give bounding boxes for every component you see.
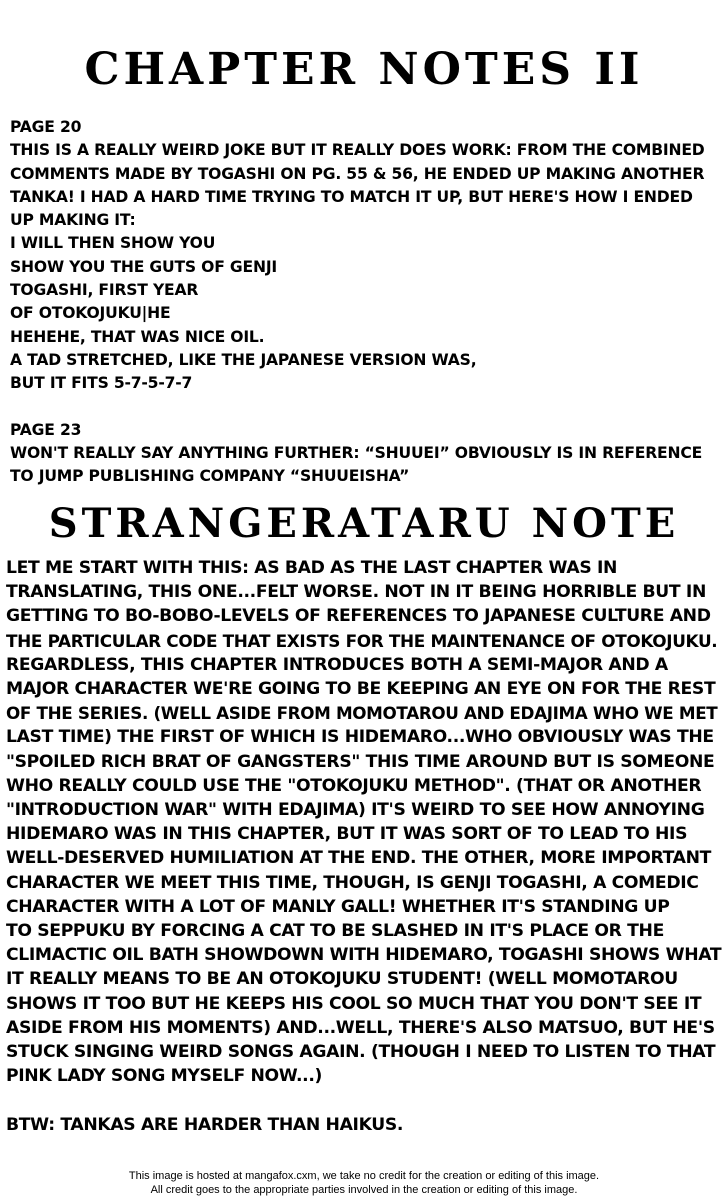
strangerataru-note-line: WHO REALLY COULD USE THE "OTOKOJUKU METHOD". (THAT OR ANOTHER <box>6 775 702 796</box>
strangerataru-note-line: TRANSLATING, THIS ONE...FELT WORSE. NOT IN IT BEING HORRIBLE BUT IN <box>6 582 707 603</box>
strangerataru-note-line: WELL-DESERVED HUMILIATION AT THE END. THE OTHER, MORE IMPORTANT <box>6 848 712 869</box>
strangerataru-note-line: STUCK SINGING WEIRD SONGS AGAIN. (THOUGH I NEED TO LISTEN TO THAT <box>6 1042 716 1063</box>
chapter-notes-line: I WILL THEN SHOW YOU <box>10 234 216 253</box>
chapter-notes-line: UP MAKING IT: <box>10 211 136 230</box>
chapter-notes-body <box>10 116 720 489</box>
strangerataru-note-line: "SPOILED RICH BRAT OF GANGSTERS" THIS TIME AROUND BUT IS SOMEONE <box>6 751 715 772</box>
strangerataru-note-line: "INTRODUCTION WAR" WITH EDAJIMA) IT'S WEIRD TO SEE HOW ANNOYING <box>6 800 705 821</box>
chapter-notes-line: COMMENTS MADE BY TOGASHI ON PG. 55 & 56, HE ENDED UP MAKING ANOTHER <box>10 164 705 183</box>
paragraph-gap <box>6 1088 722 1112</box>
strangerataru-note-line: GETTING TO BO-BOBO-LEVELS OF REFERENCES TO JAPANESE CULTURE AND <box>6 606 711 627</box>
chapter-notes-line: PAGE 20 <box>10 118 82 136</box>
strangerataru-note-line: HIDEMARO WAS IN THIS CHAPTER, BUT IT WAS SORT OF TO LEAD TO HIS <box>6 824 688 845</box>
strangerataru-note-line: ASIDE FROM HIS MOMENTS) AND...WELL, THERE'S ALSO MATSUO, BUT HE'S <box>6 1017 715 1038</box>
strangerataru-note-line: LET ME START WITH THIS: AS BAD AS THE LAST CHAPTER WAS IN <box>6 558 618 578</box>
strangerataru-note-line: OF THE SERIES. (WELL ASIDE FROM MOMOTAROU AND EDAJIMA WHO WE MET <box>6 703 718 724</box>
strangerataru-note-line: THE PARTICULAR CODE THAT EXISTS FOR THE MAINTENANCE OF OTOKOJUKU. <box>6 630 718 651</box>
strangerataru-note-line: LAST TIME) THE FIRST OF WHICH IS HIDEMARO...WHO OBVIOUSLY WAS THE <box>6 727 714 748</box>
strangerataru-note-line: MAJOR CHARACTER WE'RE GOING TO BE KEEPING AN EYE ON FOR THE REST <box>6 679 716 700</box>
attribution-credit-line: All credit goes to the appropriate parties involved in the creation or editing of this image. <box>150 1184 578 1196</box>
chapter-notes-line: PAGE 23 <box>10 420 82 439</box>
strangerataru-note-line: REGARDLESS, THIS CHAPTER INTRODUCES BOTH A SEMI-MAJOR AND A <box>6 654 668 675</box>
strangerataru-note-line: TO SEPPUKU BY FORCING A CAT TO BE SLASHED IN IT'S PLACE OR THE <box>6 921 664 942</box>
paragraph-gap <box>10 396 720 419</box>
chapter-notes-line: TANKA! I HAD A HARD TIME TRYING TO MATCH IT UP, BUT HERE'S HOW I ENDED <box>10 187 693 206</box>
strangerataru-note-line: SHOWS IT TOO BUT HE KEEPS HIS COOL SO MUCH THAT YOU DON'T SEE IT <box>6 993 702 1014</box>
chapter-notes-line: HEHEHE, THAT WAS NICE OIL. <box>10 327 265 346</box>
chapter-notes-heading: CHAPTER NOTES II <box>84 44 644 95</box>
chapter-notes-line: THIS IS A REALLY WEIRD JOKE BUT IT REALLY DOES WORK: FROM THE COMBINED <box>10 141 705 160</box>
chapter-notes-line: A TAD STRETCHED, LIKE THE JAPANESE VERSION WAS, <box>10 350 477 369</box>
strangerataru-note-line: PINK LADY SONG MYSELF NOW...) <box>6 1066 323 1087</box>
hosting-credit-line: This image is hosted at mangafox.cxm, we take no credit for the creation or editing of this image. <box>128 1170 600 1182</box>
chapter-notes-line: OF OTOKOJUKU|HE <box>10 304 171 323</box>
strangerataru-note-line: CLIMACTIC OIL BATH SHOWDOWN WITH HIDEMARO, TOGASHI SHOWS WHAT <box>6 945 722 966</box>
strangerataru-note-line: IT REALLY MEANS TO BE AN OTOKOJUKU STUDENT! (WELL MOMOTAROU <box>6 969 678 990</box>
strangerataru-note-line: BTW: TANKAS ARE HARDER THAN HAIKUS. <box>6 1114 404 1135</box>
chapter-notes-line: BUT IT FITS 5-7-5-7-7 <box>10 374 193 393</box>
chapter-notes-line: TOGASHI, FIRST YEAR <box>10 281 199 300</box>
chapter-notes-line: SHOW YOU THE GUTS OF GENJI <box>10 257 278 276</box>
chapter-notes-line: WON'T REALLY SAY ANYTHING FURTHER: “SHUUEI” OBVIOUSLY IS IN REFERENCE <box>10 444 703 463</box>
strangerataru-note-heading: STRANGERATARU NOTE <box>48 500 680 547</box>
strangerataru-note-line: CHARACTER WITH A LOT OF MANLY GALL! WHETHER IT'S STANDING UP <box>6 896 670 917</box>
chapter-notes-line: TO JUMP PUBLISHING COMPANY “SHUUEISHA” <box>10 467 410 486</box>
strangerataru-note-line: CHARACTER WE MEET THIS TIME, THOUGH, IS GENJI TOGASHI, A COMEDIC <box>6 872 699 893</box>
strangerataru-note-body <box>6 556 722 1137</box>
